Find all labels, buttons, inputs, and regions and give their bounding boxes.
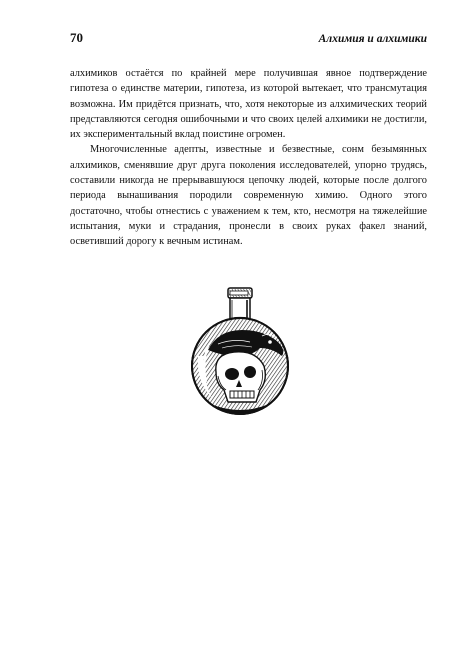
- paragraph-2: Многочисленные адепты, известные и безвестные, сонм безымянных алхимиков, сменявшие друг друга поколения исследователей, упорно трудясь, составили никогда не прерывавшуюся цепочку людей, которые после долгого периода вынашивания породили современную химию. Одного этого достаточно, чтобы отнестись с уважением к тем, кто, несмотря на тяжелейшие испытания, муки и страдания, пронесли в своих руках факел знаний, осветивший дорогу к вечным истинам.: [70, 144, 427, 248]
- body-text: [70, 66, 427, 250]
- page-header: [70, 30, 427, 48]
- running-title: Алхимия и алхимики: [318, 33, 427, 45]
- page-number: 70: [70, 30, 83, 45]
- flask-with-skull-engraving-icon: [178, 286, 302, 416]
- paragraph-1: алхимиков остаётся по крайней мере получившая явное подтверждение гипотеза о единстве материи, гипотеза, из которой вытекает, что трансмутация возможна. Им придётся признать, что, хотя некоторые из алхимических теорий представляются сегодня ошибочными и что своих целей алхимики не достигли, их экспериментальный вклад поистине огромен.: [70, 68, 427, 141]
